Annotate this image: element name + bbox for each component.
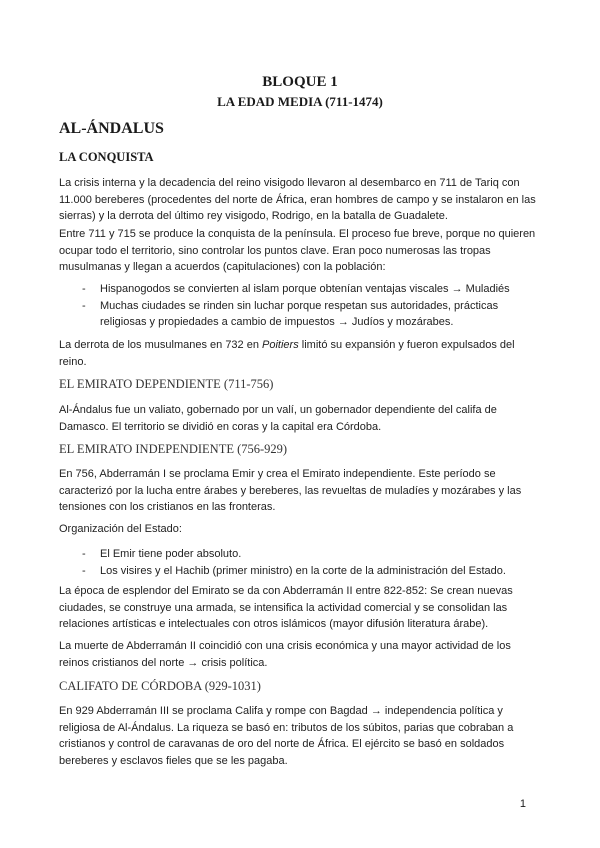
- list-item: [59, 563, 543, 580]
- section-title-conquista: LA CONQUISTA: [59, 150, 154, 164]
- block-subtitle: LA EDAD MEDIA (711-1474): [217, 94, 383, 109]
- page-number: 1: [519, 798, 526, 810]
- paragraph-emirato-independiente-1: En 756, Abderramán I se proclama Emir y crea el Emirato independiente. Este período se caracterizó por la lucha entre árabes y bereberes, las revueltas de muladíes y mozárabes y las tensiones con los cristianos en las fronteras.: [59, 468, 522, 513]
- list-item: [59, 298, 543, 331]
- paragraph-conquista-1: La crisis interna y la decadencia del reino visigodo llevaron al desembarco en 711 de Tariq con 11.000 bereberes (procedentes del norte de África, eran hombres de campo y se instalaron en las sierras) y la derrota del último rey visigodo, Rodrigo, en la batalla de Guadalete.: [59, 177, 536, 222]
- paragraph-emirato-independiente-4: La muerte de Abderramán II coincidió con una crisis económica y una mayor actividad de los reinos cristianos del norte → crisis política.: [59, 640, 511, 669]
- dash-bullet: -: [82, 299, 86, 312]
- paragraph-conquista-2: Entre 711 y 715 se produce la conquista de la península. El proceso fue breve, porque no quieren ocupar todo el territorio, sino controlar los puntos clave. Eran poco numerosas las tropas musulmanas y llegan a acuerdos (capitulaciones) con la población:: [59, 228, 536, 273]
- paragraph-conquista-3: [59, 337, 543, 370]
- section-title-emirato-dependiente: EL EMIRATO DEPENDIENTE (711-756): [59, 377, 274, 391]
- text-run: La derrota de los musulmanes en 732 en: [59, 339, 263, 351]
- paragraph-califato: En 929 Abderramán III se proclama Califa y rompe con Bagdad → independencia política y religiosa de Al-Ándalus. La riqueza se basó en: tributos de los súbitos, parias que cobraban a cristianos y control de caravanas de oro del norte de África. El ejército se basó en soldados bereberes y esclavos fieles que se les pagaba.: [59, 705, 514, 767]
- list-item-text: Hispanogodos se convierten al islam porque obtenían ventajas viscales → Muladiés: [100, 283, 510, 295]
- list-capitulaciones: [59, 281, 543, 331]
- section-title-emirato-independiente: EL EMIRATO INDEPENDIENTE (756-929): [59, 442, 288, 456]
- list-organizacion: [59, 546, 543, 579]
- dash-bullet: -: [82, 564, 86, 577]
- list-item-text: Muchas ciudades se rinden sin luchar porque respetan sus autoridades, prácticas religiosas y propiedades a cambio de impuestos → Judíos y mozárabes.: [100, 299, 499, 328]
- text-run: limitó su expansión y fueron expulsados del reino.: [59, 339, 515, 368]
- list-item: [59, 281, 543, 298]
- list-item-text: Los visires y el Hachib (primer ministro) en la corte de la administración del Estado.: [100, 564, 506, 577]
- emphasis-poitiers: Poitiers: [262, 339, 299, 351]
- section-title-califato: CALIFATO DE CÓRDOBA (929-1031): [59, 679, 261, 693]
- list-item: [59, 546, 543, 563]
- paragraph-emirato-independiente-2: Organización del Estado:: [59, 523, 182, 535]
- paragraph-emirato-dependiente: Al-Ándalus fue un valiato, gobernado por un valí, un gobernador dependiente del califa de Damasco. El territorio se dividió en coras y la capital era Córdoba.: [59, 404, 497, 433]
- dash-bullet: -: [82, 283, 86, 295]
- block-title: BLOQUE 1: [262, 74, 338, 90]
- main-title: AL-ÁNDALUS: [59, 120, 164, 137]
- paragraph-emirato-independiente-3: La época de esplendor del Emirato se da con Abderramán II entre 822-852: Se crean nuevas ciudades, se construye una armada, se intensifica la actividad comercial y se consolidan las relaciones artísticas e intelectuales con otros islámicos (mayor difusión literatura árabe).: [59, 585, 513, 630]
- dash-bullet: -: [82, 548, 86, 560]
- list-item-text: El Emir tiene poder absoluto.: [100, 548, 242, 560]
